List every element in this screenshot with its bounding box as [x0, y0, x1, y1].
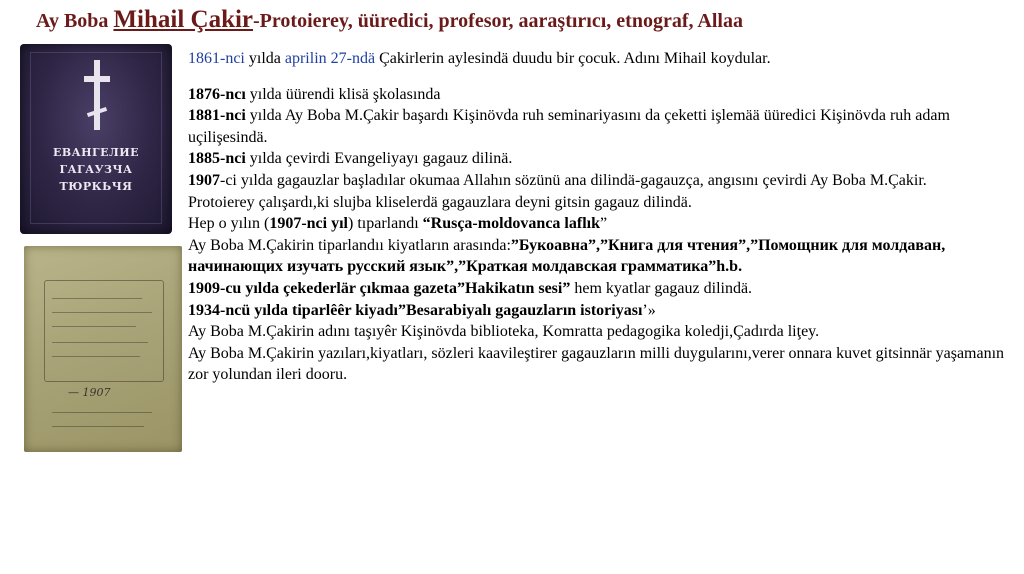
text-span: -ci yılda gagauzlar başladılar okumaa Allahın sözünü ana dilindä-gagauzça, angısını çevirdi Ay Boba M.Çakir.	[220, 171, 927, 189]
notebook-label	[44, 280, 164, 382]
notebook-stamp	[29, 247, 72, 276]
cross-icon	[84, 60, 110, 130]
book-cover-text	[20, 144, 172, 195]
notebook-handwriting-line	[52, 298, 142, 299]
birth-year: 1861-nci	[188, 50, 245, 67]
text-span: yılda çevirdi Evangeliyayı gagauz dilinä.	[245, 150, 513, 168]
gospel-book-cover-image	[20, 44, 172, 234]
year-label: 1876-ncı	[188, 85, 246, 103]
book-title: “Rusça-moldovanca laflık	[422, 215, 600, 233]
paragraph-birth	[188, 48, 1018, 70]
biography-text	[188, 48, 1018, 386]
book-cover-line: ГАГАУЗЧА	[59, 163, 133, 176]
slide-title	[36, 6, 1016, 34]
birth-date: aprilin 27-ndä	[284, 50, 376, 67]
title-name: Mihail Çakir	[113, 6, 254, 33]
book-cover-line: ТЮРКЬЧЯ	[59, 180, 133, 193]
text-span: hem kyatlar gagauz dilindä.	[570, 279, 753, 297]
text-span: Hep o yılın (	[188, 215, 270, 233]
year-label: 1881-nci	[188, 107, 246, 125]
notebook-handwriting-line	[52, 326, 136, 327]
text-span: ’»	[642, 301, 656, 319]
history-book-title: 1934-ncü yılda tiparlêêr kiyadı”Besarabiyalı gagauzların istoriyası	[188, 301, 643, 319]
text-span: yılda üürendi klisä şkolasında	[245, 85, 441, 103]
notebook-year: — 1907	[68, 386, 111, 399]
year-label: 1885-nci	[188, 150, 246, 168]
book-titles: ”Букоавна”,”Книга для чтения”,”Помощник для молдаван, начинающих изучать русский язык”,”Краткая молдавская грамматика”h.b.	[188, 236, 946, 276]
paragraph-legacy: Ay Boba M.Çakirin adını taşıyêr Kişinövda biblioteka, Komratta pedagogika koledji,Çadırda liţey.	[188, 323, 820, 341]
paragraph-1909	[188, 278, 1018, 300]
paragraph-1881	[188, 105, 1018, 148]
newspaper-label: 1909-cu yılda çekederlär çıkmaa gazeta”Hakikatın sesi”	[188, 279, 571, 297]
notebook-handwriting-line	[52, 342, 148, 343]
text-span: ) tıparlandı	[348, 215, 423, 233]
year-label: 1907-nci yıl	[269, 215, 348, 233]
notebook-handwriting-line	[52, 356, 140, 357]
paragraph-significance: Ay Boba M.Çakirin yazıları,kiyatları, sözleri kaavileştirer gagauzların milli duygularını,verer onnara kuvet gitsinnär yaşamanın zor yolundan ileri dooru.	[188, 344, 1005, 384]
paragraph-slujba: Protoierey çalışardı,ki slujba kliselerdä gagauzlara deyni gitsin gagauz dilindä.	[188, 193, 692, 211]
paragraph-1885	[188, 148, 1018, 170]
notebook-handwriting-line	[52, 312, 152, 313]
title-suffix: -Protoierey, üüredici, profesor, aaraştırıcı, etnograf, Allaa	[253, 10, 743, 32]
text-span: Çakirlerin aylesindä duudu bir çocuk. Adını Mihail koydular.	[375, 50, 771, 67]
notebook-handwriting-line	[52, 412, 152, 413]
notebook-handwriting-line	[52, 426, 144, 427]
paragraph-books	[188, 235, 1018, 278]
text-span: Ay Boba M.Çakirin tiparlandıı kiyatların arasında:	[188, 236, 511, 254]
title-prefix: Ay Boba	[36, 10, 114, 32]
paragraph-1907	[188, 170, 1018, 192]
year-label: 1907	[188, 171, 220, 189]
paragraph-1876	[188, 84, 1018, 106]
paragraph-dictionary	[188, 213, 1018, 235]
text-span: yılda Ay Boba M.Çakir başardı Kişinövda ruh seminariyasını da çeketti işlemää üüredici Kişinövda ruh adam uçilişesindä.	[188, 107, 950, 146]
paragraph-1934	[188, 300, 1018, 322]
old-notebook-image	[24, 246, 182, 452]
text-span: yılda	[244, 50, 285, 67]
book-cover-line: ЕВАНГЕЛИЕ	[52, 146, 140, 159]
text-span: ”	[599, 215, 608, 233]
